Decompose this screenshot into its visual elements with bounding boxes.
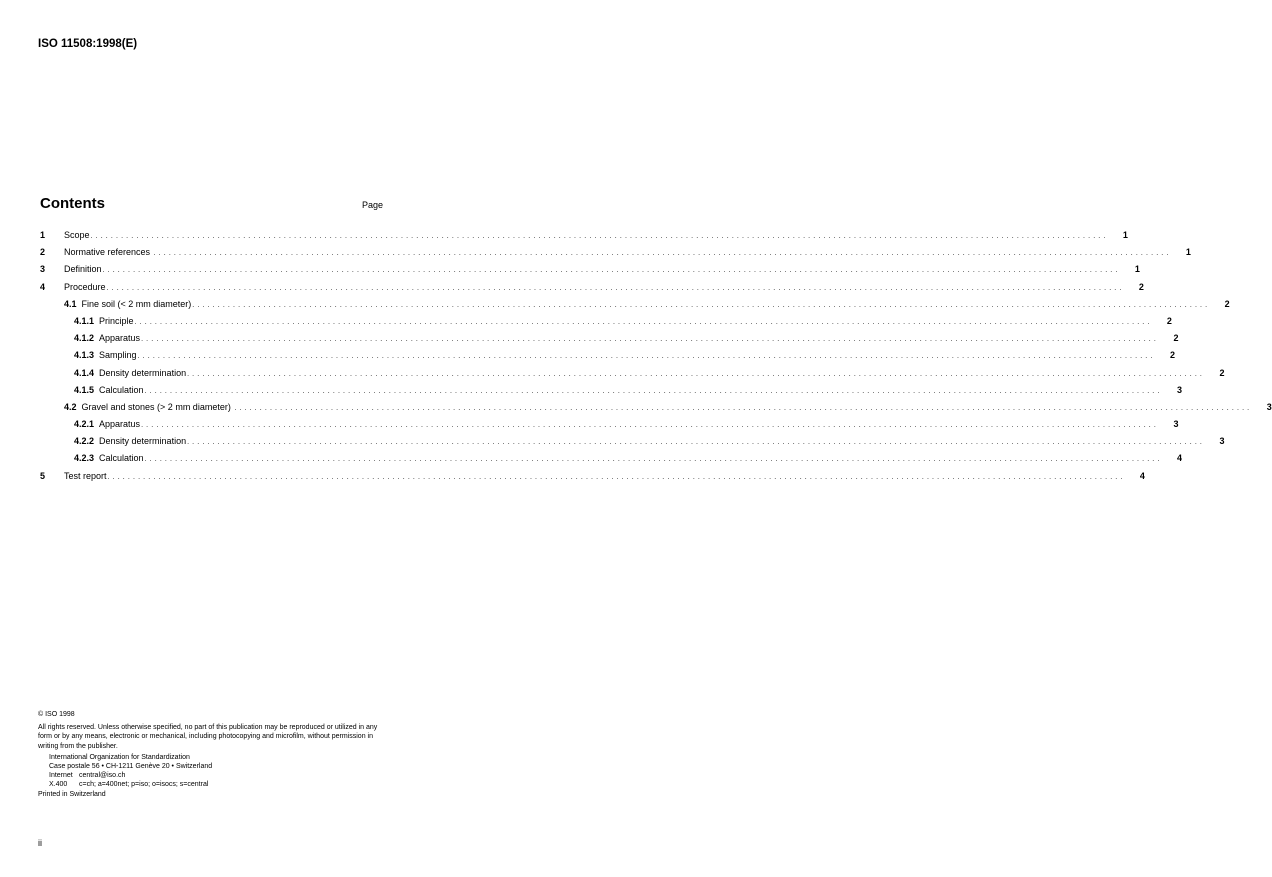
toc-entry-page: 3 <box>1173 419 1179 430</box>
toc-entry[interactable] <box>40 416 1179 433</box>
toc-entry-page: 3 <box>1176 384 1182 395</box>
org-name: International Organization for Standardization <box>49 753 190 761</box>
toc-entry-number: 4.1.4 <box>74 367 95 378</box>
toc-entry-page: 1 <box>1185 247 1191 258</box>
toc-entry-number: 1 <box>40 230 46 240</box>
toc-entry-title: Normative references <box>64 247 153 258</box>
toc-entry-page: 3 <box>1219 436 1225 447</box>
table-of-contents <box>40 227 1272 485</box>
toc-entry-number: 2 <box>40 247 46 258</box>
toc-entry-title: Gravel and stones (> 2 mm diameter) <box>81 401 234 412</box>
toc-entry-page: 2 <box>1166 315 1172 326</box>
internet-value: central@iso.ch <box>79 772 126 780</box>
toc-entry-page: 3 <box>1266 401 1272 412</box>
toc-entry-title: Apparatus <box>99 419 141 430</box>
toc-entry-number: 4.1.2 <box>74 333 95 344</box>
toc-entry-page: 2 <box>1138 281 1144 292</box>
toc-leader-dots: . . . . . . . . . . . . . . . . . . . . . . . . . . . . . . . . . . . . . . . . . . . . . . . . . . . . . . . . . . . . . . . . . . . . . . . . . . . . . . . . . . . . . . . . . . . . . . . . . . . . . . . . . . . . . . . . . . . . . . . . . . . . . . . . . . . . . . . . . . . . . . . . . . . . . . . . . . . . . . . . . . . . . . . . . . . . . . . . . . . . . . . . . . . . . . . . . . . . . . . . <box>107 473 1123 481</box>
toc-leader-dots: . . . . . . . . . . . . . . . . . . . . . . . . . . . . . . . . . . . . . . . . . . . . . . . . . . . . . . . . . . . . . . . . . . . . . . . . . . . . . . . . . . . . . . . . . . . . . . . . . . . . . . . . . . . . . . . . . . . . . . . . . . . . . . . . . . . . . . . . . . . . . . . . . . . . . . . . . . . . . . . . . . . . . . . . . . . . . . . . . . . . . . . . . . . . . . . . . . . . . . . . <box>187 370 1203 378</box>
toc-entry-number: 4.1.1 <box>74 315 95 326</box>
toc-leader-dots: . . . . . . . . . . . . . . . . . . . . . . . . . . . . . . . . . . . . . . . . . . . . . . . . . . . . . . . . . . . . . . . . . . . . . . . . . . . . . . . . . . . . . . . . . . . . . . . . . . . . . . . . . . . . . . . . . . . . . . . . . . . . . . . . . . . . . . . . . . . . . . . . . . . . . . . . . . . . . . . . . . . . . . . . . . . . . . . . . . . . . . . . . . . . . . . . . . . . . . . . <box>141 336 1157 344</box>
toc-leader-dots: . . . . . . . . . . . . . . . . . . . . . . . . . . . . . . . . . . . . . . . . . . . . . . . . . . . . . . . . . . . . . . . . . . . . . . . . . . . . . . . . . . . . . . . . . . . . . . . . . . . . . . . . . . . . . . . . . . . . . . . . . . . . . . . . . . . . . . . . . . . . . . . . . . . . . . . . . . . . . . . . . . . . . . . . . . . . . . . . . . . . . . . . . . . . . . . . . . . . . . . . <box>187 439 1203 447</box>
toc-entry-title: Density determination <box>99 436 187 447</box>
toc-entry-page: 2 <box>1173 333 1179 344</box>
page-column-label: Page <box>361 200 383 210</box>
toc-entry-page: 2 <box>1224 298 1230 309</box>
toc-entry-title: Definition <box>64 264 102 275</box>
toc-entry-page: 1 <box>1122 230 1128 240</box>
page-number: ii <box>38 838 42 848</box>
toc-entry-page: 2 <box>1169 350 1175 361</box>
contents-heading: Contents <box>40 195 105 212</box>
toc-entry-title: Principle <box>99 315 134 326</box>
toc-entry[interactable] <box>40 399 1272 416</box>
x400-row <box>49 780 388 789</box>
toc-entry-number: 4.2.3 <box>74 453 95 464</box>
toc-entry[interactable] <box>40 450 1182 467</box>
toc-leader-dots: . . . . . . . . . . . . . . . . . . . . . . . . . . . . . . . . . . . . . . . . . . . . . . . . . . . . . . . . . . . . . . . . . . . . . . . . . . . . . . . . . . . . . . . . . . . . . . . . . . . . . . . . . . . . . . . . . . . . . . . . . . . . . . . . . . . . . . . . . . . . . . . . . . . . . . . . . . . . . . . . . . . . . . . . . . . . . . . . . . . . . . . . . . . . . . . . . . . . . . . . <box>144 387 1160 395</box>
toc-entry[interactable] <box>40 313 1172 330</box>
postal-address: Case postale 56 • CH-1211 Genève 20 • Switzerland <box>49 763 213 771</box>
toc-entry[interactable] <box>40 227 1128 244</box>
toc-leader-dots: . . . . . . . . . . . . . . . . . . . . . . . . . . . . . . . . . . . . . . . . . . . . . . . . . . . . . . . . . . . . . . . . . . . . . . . . . . . . . . . . . . . . . . . . . . . . . . . . . . . . . . . . . . . . . . . . . . . . . . . . . . . . . . . . . . . . . . . . . . . . . . . . . . . . . . . . . . . . . . . . . . . . . . . . . . . . . . . . . . . . . . . . . . . . . . . . . . . . . . . . <box>192 301 1208 309</box>
toc-entry-number: 4 <box>40 281 46 292</box>
toc-entry-number: 4.1 <box>64 298 77 309</box>
printed-in: Printed in Switzerland <box>38 790 106 798</box>
toc-entry-title: Scope <box>64 230 90 240</box>
toc-entry-page: 4 <box>1139 470 1145 481</box>
toc-entry-number: 4.2 <box>64 401 77 412</box>
toc-entry[interactable] <box>40 279 1144 296</box>
toc-entry-title: Calculation <box>99 384 144 395</box>
document-header: ISO 11508:1998(E) <box>38 38 138 50</box>
toc-entry-number: 4.1.3 <box>74 350 95 361</box>
internet-row <box>49 771 388 780</box>
toc-entry-number: 4.2.2 <box>74 436 95 447</box>
toc-leader-dots: . . . . . . . . . . . . . . . . . . . . . . . . . . . . . . . . . . . . . . . . . . . . . . . . . . . . . . . . . . . . . . . . . . . . . . . . . . . . . . . . . . . . . . . . . . . . . . . . . . . . . . . . . . . . . . . . . . . . . . . . . . . . . . . . . . . . . . . . . . . . . . . . . . . . . . . . . . . . . . . . . . . . . . . . . . . . . . . . . . . . . . . . . . . . . . . . . . . . . . . . <box>102 267 1118 275</box>
toc-leader-dots: . . . . . . . . . . . . . . . . . . . . . . . . . . . . . . . . . . . . . . . . . . . . . . . . . . . . . . . . . . . . . . . . . . . . . . . . . . . . . . . . . . . . . . . . . . . . . . . . . . . . . . . . . . . . . . . . . . . . . . . . . . . . . . . . . . . . . . . . . . . . . . . . . . . . . . . . . . . . . . . . . . . . . . . . . . . . . . . . . . . . . . . . . . . . . . . . . . . . . . . . <box>141 422 1157 430</box>
x400-value: c=ch; a=400net; p=iso; o=isocs; s=central <box>79 781 209 789</box>
toc-entry[interactable] <box>40 330 1179 347</box>
toc-entry-page: 2 <box>1219 367 1225 378</box>
toc-entry-number: 3 <box>40 264 46 275</box>
toc-entry-title: Procedure <box>64 281 106 292</box>
toc-leader-dots: . . . . . . . . . . . . . . . . . . . . . . . . . . . . . . . . . . . . . . . . . . . . . . . . . . . . . . . . . . . . . . . . . . . . . . . . . . . . . . . . . . . . . . . . . . . . . . . . . . . . . . . . . . . . . . . . . . . . . . . . . . . . . . . . . . . . . . . . . . . . . . . . . . . . . . . . . . . . . . . . . . . . . . . . . . . . . . . . . . . . . . . . . . . . . . . . . . . . . . . . <box>144 456 1160 464</box>
internet-label: Internet <box>49 772 73 780</box>
toc-leader-dots: . . . . . . . . . . . . . . . . . . . . . . . . . . . . . . . . . . . . . . . . . . . . . . . . . . . . . . . . . . . . . . . . . . . . . . . . . . . . . . . . . . . . . . . . . . . . . . . . . . . . . . . . . . . . . . . . . . . . . . . . . . . . . . . . . . . . . . . . . . . . . . . . . . . . . . . . . . . . . . . . . . . . . . . . . . . . . . . . . . . . . . . . . . . . . . . . . . . . . . . . <box>153 250 1169 258</box>
toc-entry-title: Calculation <box>99 453 144 464</box>
toc-entry-page: 1 <box>1134 264 1140 275</box>
toc-entry[interactable] <box>40 382 1182 399</box>
publisher-address <box>49 753 388 790</box>
toc-leader-dots: . . . . . . . . . . . . . . . . . . . . . . . . . . . . . . . . . . . . . . . . . . . . . . . . . . . . . . . . . . . . . . . . . . . . . . . . . . . . . . . . . . . . . . . . . . . . . . . . . . . . . . . . . . . . . . . . . . . . . . . . . . . . . . . . . . . . . . . . . . . . . . . . . . . . . . . . . . . . . . . . . . . . . . . . . . . . . . . . . . . . . . . . . . . . . . . . . . . . . . . . <box>90 233 1106 240</box>
copyright-block <box>38 710 388 799</box>
toc-entry[interactable] <box>40 244 1191 261</box>
toc-entry[interactable] <box>40 365 1225 382</box>
toc-entry-title: Fine soil (< 2 mm diameter) <box>81 298 192 309</box>
toc-entry[interactable] <box>40 468 1145 485</box>
toc-entry-title: Sampling <box>99 350 137 361</box>
toc-entry[interactable] <box>40 261 1140 278</box>
toc-leader-dots: . . . . . . . . . . . . . . . . . . . . . . . . . . . . . . . . . . . . . . . . . . . . . . . . . . . . . . . . . . . . . . . . . . . . . . . . . . . . . . . . . . . . . . . . . . . . . . . . . . . . . . . . . . . . . . . . . . . . . . . . . . . . . . . . . . . . . . . . . . . . . . . . . . . . . . . . . . . . . . . . . . . . . . . . . . . . . . . . . . . . . . . . . . . . . . . . . . . . . . . . <box>137 353 1153 361</box>
toc-entry[interactable] <box>40 347 1175 364</box>
toc-entry[interactable] <box>40 296 1230 313</box>
toc-leader-dots: . . . . . . . . . . . . . . . . . . . . . . . . . . . . . . . . . . . . . . . . . . . . . . . . . . . . . . . . . . . . . . . . . . . . . . . . . . . . . . . . . . . . . . . . . . . . . . . . . . . . . . . . . . . . . . . . . . . . . . . . . . . . . . . . . . . . . . . . . . . . . . . . . . . . . . . . . . . . . . . . . . . . . . . . . . . . . . . . . . . . . . . . . . . . . . . . . . . . . . . . <box>134 318 1150 326</box>
toc-entry[interactable] <box>40 433 1225 450</box>
x400-label: X.400 <box>49 781 68 789</box>
toc-entry-number: 4.1.5 <box>74 384 95 395</box>
toc-leader-dots: . . . . . . . . . . . . . . . . . . . . . . . . . . . . . . . . . . . . . . . . . . . . . . . . . . . . . . . . . . . . . . . . . . . . . . . . . . . . . . . . . . . . . . . . . . . . . . . . . . . . . . . . . . . . . . . . . . . . . . . . . . . . . . . . . . . . . . . . . . . . . . . . . . . . . . . . . . . . . . . . . . . . . . . . . . . . . . . . . . . . . . . . . . . . . . . . . . . . . . . . <box>234 404 1250 412</box>
toc-entry-number: 5 <box>40 470 46 481</box>
toc-entry-title: Density determination <box>99 367 187 378</box>
toc-entry-page: 4 <box>1176 453 1182 464</box>
toc-entry-title: Test report <box>64 470 107 481</box>
toc-leader-dots: . . . . . . . . . . . . . . . . . . . . . . . . . . . . . . . . . . . . . . . . . . . . . . . . . . . . . . . . . . . . . . . . . . . . . . . . . . . . . . . . . . . . . . . . . . . . . . . . . . . . . . . . . . . . . . . . . . . . . . . . . . . . . . . . . . . . . . . . . . . . . . . . . . . . . . . . . . . . . . . . . . . . . . . . . . . . . . . . . . . . . . . . . . . . . . . . . . . . . . . . <box>106 284 1122 292</box>
copyright-line: © ISO 1998 <box>38 711 75 718</box>
toc-entry-number: 4.2.1 <box>74 419 95 430</box>
rights-notice: All rights reserved. Unless otherwise specified, no part of this publication may be reproduced or utilized in any form or by any means, electronic or mechanical, including photocopying and microfilm, without permission in writing from the publisher. <box>38 724 378 750</box>
toc-entry-title: Apparatus <box>99 333 141 344</box>
